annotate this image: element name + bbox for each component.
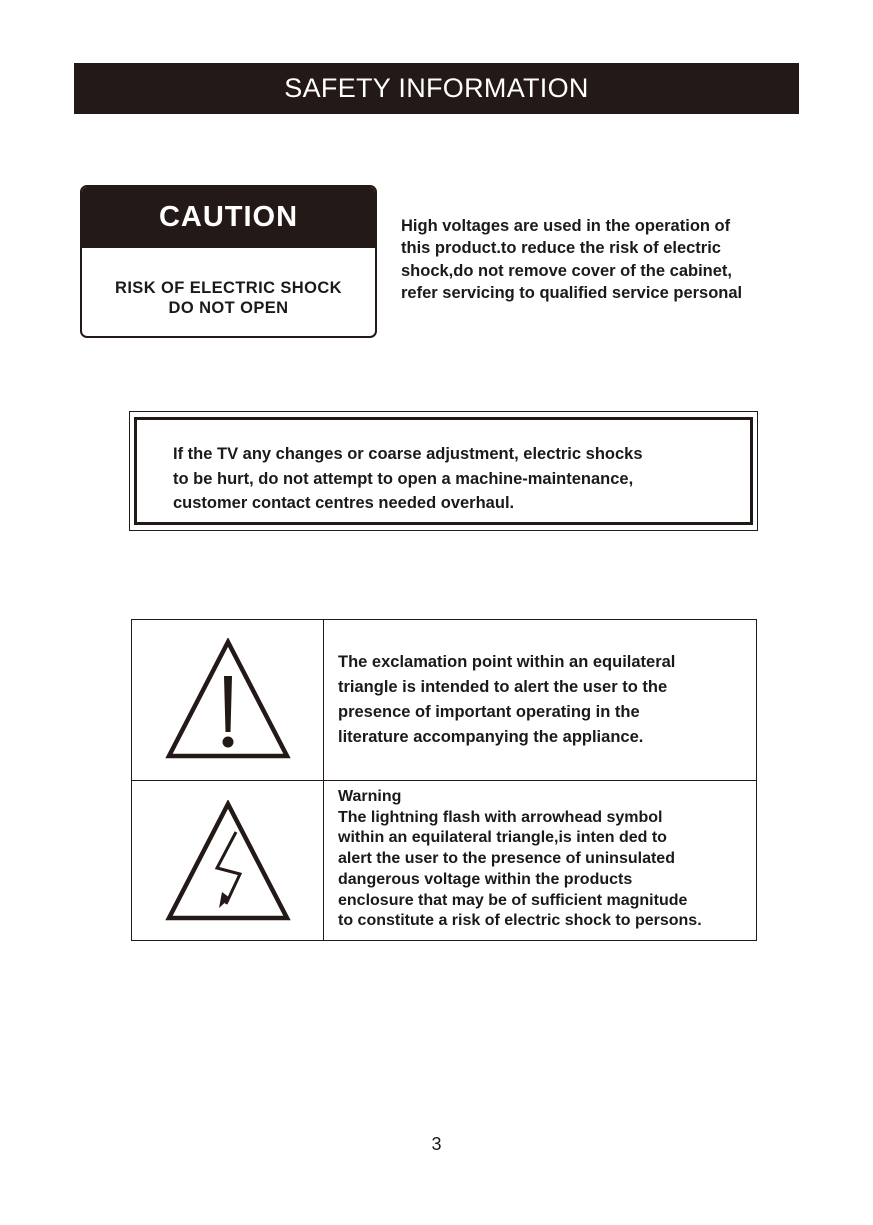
text-line: this product.to reduce the risk of electric xyxy=(401,239,721,258)
warning-heading: Warning xyxy=(338,788,402,805)
text-line: High voltages are used in the operation of xyxy=(401,217,731,235)
text-line: refer servicing to qualified service personal xyxy=(401,283,743,302)
exclamation-triangle-icon xyxy=(164,638,292,760)
section-title: SAFETY INFORMATION xyxy=(284,73,589,103)
caution-heading: CAUTION xyxy=(82,187,375,248)
caution-description xyxy=(401,215,821,304)
text-line: shock,do not remove cover of the cabinet, xyxy=(401,261,732,280)
notice-box xyxy=(129,411,758,531)
caution-label xyxy=(80,185,377,338)
text-line: to be hurt, do not attempt to open a machine-maintenance, xyxy=(173,469,634,488)
caution-line: RISK OF ELECTRIC SHOCK xyxy=(115,279,342,297)
page-number: 3 xyxy=(431,1134,442,1154)
caution-warning xyxy=(82,248,375,318)
table-row xyxy=(132,620,757,781)
text-line: dangerous voltage within the products xyxy=(338,870,633,888)
text-line: within an equilateral triangle,is inten ded to xyxy=(338,829,667,847)
text-line: customer contact centres needed overhaul. xyxy=(173,494,515,512)
table-row xyxy=(132,781,757,941)
text-line: alert the user to the presence of uninsulated xyxy=(338,850,675,868)
description-cell xyxy=(324,620,757,781)
symbol-cell xyxy=(132,620,324,781)
notice-content xyxy=(134,417,753,525)
text-line: presence of important operating in the xyxy=(338,703,640,721)
description-cell xyxy=(324,781,757,941)
text-line: The lightning flash with arrowhead symbol xyxy=(338,808,663,826)
text-line: enclosure that may be of sufficient magnitude xyxy=(338,891,688,909)
lightning-triangle-icon xyxy=(164,800,292,922)
section-header xyxy=(74,63,799,114)
symbol-table xyxy=(131,619,757,941)
text-line: The exclamation point within an equilateral xyxy=(338,653,676,671)
text-line: If the TV any changes or coarse adjustment, electric shocks xyxy=(173,445,643,463)
text-line: literature accompanying the appliance. xyxy=(338,728,644,746)
symbol-cell xyxy=(132,781,324,941)
text-line: triangle is intended to alert the user to the xyxy=(338,678,668,696)
text-line: to constitute a risk of electric shock to persons. xyxy=(338,912,702,930)
caution-line: DO NOT OPEN xyxy=(168,299,289,317)
